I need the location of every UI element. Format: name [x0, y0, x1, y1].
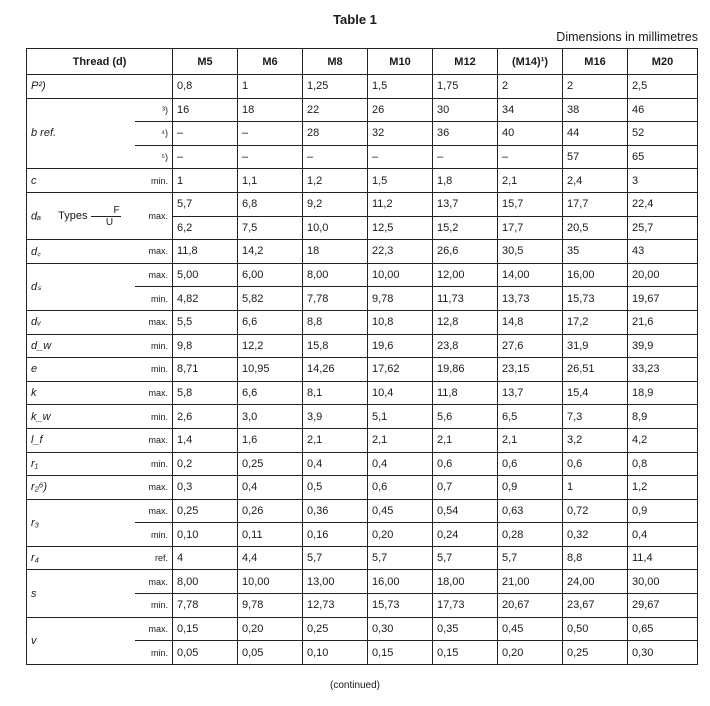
value-cell: 7,3: [563, 405, 628, 429]
value-cell: 17,7: [563, 192, 628, 216]
value-cell: 2,5: [628, 75, 698, 99]
table-row: [27, 263, 698, 287]
da-type-f: F: [113, 204, 120, 216]
row-symbol: c: [27, 169, 135, 193]
row-qualifier: [135, 75, 173, 99]
row-qualifier: ⁴): [135, 122, 173, 146]
table-row: [27, 75, 698, 99]
value-cell: 0,54: [433, 499, 498, 523]
table-row: [27, 428, 698, 452]
row-qualifier: min.: [135, 169, 173, 193]
value-cell: 38: [563, 98, 628, 122]
row-qualifier: ⁵): [135, 145, 173, 169]
table-row: [27, 334, 698, 358]
size-header: M10: [368, 49, 433, 75]
value-cell: 13,00: [303, 570, 368, 594]
value-cell: 11,8: [433, 381, 498, 405]
value-cell: 30,5: [498, 240, 563, 264]
value-cell: 26,6: [433, 240, 498, 264]
value-cell: 20,00: [628, 263, 698, 287]
value-cell: 23,15: [498, 358, 563, 382]
value-cell: –: [303, 145, 368, 169]
size-header: (M14)¹): [498, 49, 563, 75]
row-qualifier: min.: [135, 523, 173, 547]
value-cell: –: [498, 145, 563, 169]
row-symbol: dₛ: [27, 263, 135, 310]
value-cell: 4: [173, 546, 238, 570]
value-cell: 0,32: [563, 523, 628, 547]
value-cell: 0,28: [498, 523, 563, 547]
value-cell: 0,3: [173, 476, 238, 500]
value-cell: 8,8: [563, 546, 628, 570]
value-cell: 11,2: [368, 192, 433, 216]
table-row: [27, 192, 698, 216]
value-cell: 34: [498, 98, 563, 122]
value-cell: 10,4: [368, 381, 433, 405]
value-cell: 19,86: [433, 358, 498, 382]
value-cell: 0,45: [368, 499, 433, 523]
value-cell: 5,82: [238, 287, 303, 311]
value-cell: 13,7: [498, 381, 563, 405]
value-cell: 1: [238, 75, 303, 99]
value-cell: 3,2: [563, 428, 628, 452]
table-row: [27, 405, 698, 429]
table-row: [27, 617, 698, 641]
value-cell: 9,78: [238, 594, 303, 618]
value-cell: 32: [368, 122, 433, 146]
value-cell: 8,1: [303, 381, 368, 405]
row-symbol: r₃: [27, 499, 135, 546]
value-cell: 1,5: [368, 169, 433, 193]
value-cell: 0,24: [433, 523, 498, 547]
value-cell: 0,15: [368, 641, 433, 665]
row-symbol: r₂⁶): [27, 476, 135, 500]
value-cell: 0,25: [563, 641, 628, 665]
value-cell: 10,95: [238, 358, 303, 382]
value-cell: 1: [563, 476, 628, 500]
value-cell: 4,82: [173, 287, 238, 311]
size-header: M8: [303, 49, 368, 75]
value-cell: 0,8: [173, 75, 238, 99]
value-cell: 1,2: [628, 476, 698, 500]
value-cell: 10,0: [303, 216, 368, 240]
value-cell: 12,73: [303, 594, 368, 618]
value-cell: 0,35: [433, 617, 498, 641]
header-row: [27, 49, 698, 75]
value-cell: 3: [628, 169, 698, 193]
value-cell: 9,8: [173, 334, 238, 358]
value-cell: 18: [238, 98, 303, 122]
row-qualifier: max.: [135, 428, 173, 452]
value-cell: 1,1: [238, 169, 303, 193]
table-row: [27, 98, 698, 122]
value-cell: 1,25: [303, 75, 368, 99]
value-cell: 0,25: [303, 617, 368, 641]
row-qualifier: min.: [135, 594, 173, 618]
thread-header: Thread (d): [27, 49, 173, 75]
value-cell: 15,8: [303, 334, 368, 358]
value-cell: 0,4: [303, 452, 368, 476]
da-types-label: Types: [58, 209, 88, 222]
value-cell: 14,26: [303, 358, 368, 382]
value-cell: 18: [303, 240, 368, 264]
row-symbol: e: [27, 358, 135, 382]
value-cell: 0,72: [563, 499, 628, 523]
value-cell: 10,8: [368, 310, 433, 334]
row-symbol: r₄: [27, 546, 135, 570]
value-cell: 11,8: [173, 240, 238, 264]
value-cell: 15,7: [498, 192, 563, 216]
row-qualifier: max.: [135, 381, 173, 405]
value-cell: 2,1: [303, 428, 368, 452]
row-qualifier: max.: [135, 499, 173, 523]
value-cell: 10,00: [368, 263, 433, 287]
value-cell: 5,8: [173, 381, 238, 405]
table-row: [27, 310, 698, 334]
value-cell: 26,51: [563, 358, 628, 382]
value-cell: 16,00: [368, 570, 433, 594]
row-qualifier: ³): [135, 98, 173, 122]
value-cell: 23,67: [563, 594, 628, 618]
value-cell: 5,1: [368, 405, 433, 429]
value-cell: 28: [303, 122, 368, 146]
value-cell: 0,15: [433, 641, 498, 665]
value-cell: 0,10: [303, 641, 368, 665]
value-cell: 11,73: [433, 287, 498, 311]
value-cell: 1: [173, 169, 238, 193]
value-cell: 20,67: [498, 594, 563, 618]
value-cell: 21,00: [498, 570, 563, 594]
value-cell: 1,5: [368, 75, 433, 99]
value-cell: 6,6: [238, 381, 303, 405]
value-cell: 40: [498, 122, 563, 146]
value-cell: 0,10: [173, 523, 238, 547]
units-note: Dimensions in millimetres: [556, 30, 698, 44]
value-cell: –: [173, 145, 238, 169]
value-cell: 5,7: [303, 546, 368, 570]
table-row: [27, 570, 698, 594]
value-cell: 0,30: [628, 641, 698, 665]
value-cell: 27,6: [498, 334, 563, 358]
value-cell: 14,8: [498, 310, 563, 334]
row-qualifier: min.: [135, 334, 173, 358]
value-cell: 23,8: [433, 334, 498, 358]
value-cell: 17,73: [433, 594, 498, 618]
value-cell: 46: [628, 98, 698, 122]
row-symbol-da: [27, 192, 135, 239]
value-cell: 0,4: [628, 523, 698, 547]
value-cell: 1,4: [173, 428, 238, 452]
value-cell: 35: [563, 240, 628, 264]
value-cell: 2,1: [368, 428, 433, 452]
value-cell: 11,4: [628, 546, 698, 570]
value-cell: 0,25: [173, 499, 238, 523]
value-cell: 0,9: [628, 499, 698, 523]
value-cell: 15,73: [563, 287, 628, 311]
value-cell: 0,4: [238, 476, 303, 500]
value-cell: 0,16: [303, 523, 368, 547]
row-qualifier: min.: [135, 405, 173, 429]
value-cell: 30: [433, 98, 498, 122]
row-symbol: b ref.: [27, 98, 135, 169]
value-cell: 36: [433, 122, 498, 146]
value-cell: –: [238, 145, 303, 169]
size-header: M6: [238, 49, 303, 75]
value-cell: 12,8: [433, 310, 498, 334]
table-row: [27, 240, 698, 264]
value-cell: 6,00: [238, 263, 303, 287]
value-cell: 7,5: [238, 216, 303, 240]
row-symbol: k: [27, 381, 135, 405]
value-cell: –: [173, 122, 238, 146]
value-cell: 0,15: [173, 617, 238, 641]
value-cell: 2,4: [563, 169, 628, 193]
value-cell: 8,71: [173, 358, 238, 382]
value-cell: 0,6: [563, 452, 628, 476]
row-symbol: v: [27, 617, 135, 664]
value-cell: 6,5: [498, 405, 563, 429]
value-cell: 44: [563, 122, 628, 146]
value-cell: 0,9: [498, 476, 563, 500]
value-cell: 4,4: [238, 546, 303, 570]
value-cell: 0,05: [173, 641, 238, 665]
value-cell: 1,6: [238, 428, 303, 452]
value-cell: –: [238, 122, 303, 146]
value-cell: 0,50: [563, 617, 628, 641]
size-header: M20: [628, 49, 698, 75]
value-cell: 7,78: [303, 287, 368, 311]
value-cell: 8,00: [303, 263, 368, 287]
value-cell: 16: [173, 98, 238, 122]
value-cell: 0,26: [238, 499, 303, 523]
value-cell: 0,30: [368, 617, 433, 641]
row-qualifier: ref.: [135, 546, 173, 570]
table-row: [27, 358, 698, 382]
value-cell: 0,8: [628, 452, 698, 476]
row-symbol: d꜀: [27, 240, 135, 264]
size-header: M12: [433, 49, 498, 75]
value-cell: 17,2: [563, 310, 628, 334]
value-cell: 13,7: [433, 192, 498, 216]
value-cell: 0,20: [368, 523, 433, 547]
value-cell: 1,75: [433, 75, 498, 99]
value-cell: 0,2: [173, 452, 238, 476]
value-cell: 12,2: [238, 334, 303, 358]
value-cell: 2: [498, 75, 563, 99]
value-cell: 9,2: [303, 192, 368, 216]
row-qualifier: min.: [135, 452, 173, 476]
value-cell: 10,00: [238, 570, 303, 594]
row-qualifier: max.: [135, 192, 173, 239]
value-cell: 13,73: [498, 287, 563, 311]
value-cell: 0,5: [303, 476, 368, 500]
value-cell: 0,05: [238, 641, 303, 665]
row-qualifier: max.: [135, 310, 173, 334]
value-cell: 6,8: [238, 192, 303, 216]
row-qualifier: max.: [135, 617, 173, 641]
value-cell: 14,00: [498, 263, 563, 287]
value-cell: 12,5: [368, 216, 433, 240]
value-cell: 8,8: [303, 310, 368, 334]
row-symbol: d_w: [27, 334, 135, 358]
row-qualifier: max.: [135, 570, 173, 594]
row-qualifier: min.: [135, 358, 173, 382]
row-symbol: dᵥ: [27, 310, 135, 334]
value-cell: 19,6: [368, 334, 433, 358]
value-cell: 15,2: [433, 216, 498, 240]
value-cell: 39,9: [628, 334, 698, 358]
value-cell: 5,7: [433, 546, 498, 570]
size-header: M16: [563, 49, 628, 75]
value-cell: 9,78: [368, 287, 433, 311]
value-cell: 25,7: [628, 216, 698, 240]
value-cell: 18,9: [628, 381, 698, 405]
value-cell: –: [368, 145, 433, 169]
value-cell: 6,6: [238, 310, 303, 334]
value-cell: 0,25: [238, 452, 303, 476]
value-cell: 1,8: [433, 169, 498, 193]
value-cell: 18,00: [433, 570, 498, 594]
value-cell: 20,5: [563, 216, 628, 240]
value-cell: 5,6: [433, 405, 498, 429]
value-cell: 0,6: [368, 476, 433, 500]
row-symbol: r₁: [27, 452, 135, 476]
table-row: [27, 381, 698, 405]
value-cell: 14,2: [238, 240, 303, 264]
value-cell: 0,45: [498, 617, 563, 641]
value-cell: 3,0: [238, 405, 303, 429]
value-cell: 29,67: [628, 594, 698, 618]
value-cell: 65: [628, 145, 698, 169]
value-cell: –: [433, 145, 498, 169]
row-qualifier: max.: [135, 476, 173, 500]
value-cell: 0,4: [368, 452, 433, 476]
value-cell: 5,7: [173, 192, 238, 216]
value-cell: 15,4: [563, 381, 628, 405]
value-cell: 12,00: [433, 263, 498, 287]
da-type-fraction: [91, 205, 121, 228]
table-row: [27, 546, 698, 570]
size-header: M5: [173, 49, 238, 75]
value-cell: 15,73: [368, 594, 433, 618]
row-qualifier: max.: [135, 240, 173, 264]
value-cell: 0,20: [498, 641, 563, 665]
table-row: [27, 452, 698, 476]
value-cell: 0,6: [498, 452, 563, 476]
row-qualifier: min.: [135, 641, 173, 665]
value-cell: 3,9: [303, 405, 368, 429]
value-cell: 7,78: [173, 594, 238, 618]
value-cell: 2,1: [498, 169, 563, 193]
value-cell: 0,11: [238, 523, 303, 547]
value-cell: 8,9: [628, 405, 698, 429]
row-symbol: k_w: [27, 405, 135, 429]
value-cell: 33,23: [628, 358, 698, 382]
value-cell: 57: [563, 145, 628, 169]
value-cell: 24,00: [563, 570, 628, 594]
value-cell: 26: [368, 98, 433, 122]
value-cell: 5,5: [173, 310, 238, 334]
value-cell: 2: [563, 75, 628, 99]
row-symbol: l_f: [27, 428, 135, 452]
table-row: [27, 499, 698, 523]
value-cell: 5,7: [498, 546, 563, 570]
value-cell: 22,4: [628, 192, 698, 216]
value-cell: 0,7: [433, 476, 498, 500]
value-cell: 0,20: [238, 617, 303, 641]
da-symbol: dₐ: [31, 209, 42, 222]
value-cell: 0,6: [433, 452, 498, 476]
value-cell: 43: [628, 240, 698, 264]
value-cell: 2,1: [498, 428, 563, 452]
value-cell: 2,6: [173, 405, 238, 429]
value-cell: 0,36: [303, 499, 368, 523]
value-cell: 21,6: [628, 310, 698, 334]
value-cell: 31,9: [563, 334, 628, 358]
table-row: [27, 476, 698, 500]
value-cell: 8,00: [173, 570, 238, 594]
value-cell: 1,2: [303, 169, 368, 193]
value-cell: 0,65: [628, 617, 698, 641]
value-cell: 17,7: [498, 216, 563, 240]
value-cell: 52: [628, 122, 698, 146]
table-row: [27, 169, 698, 193]
value-cell: 19,67: [628, 287, 698, 311]
value-cell: 16,00: [563, 263, 628, 287]
value-cell: 4,2: [628, 428, 698, 452]
row-symbol: P²): [27, 75, 135, 99]
value-cell: 22: [303, 98, 368, 122]
da-type-u: U: [91, 216, 121, 228]
dimensions-table: [26, 48, 698, 665]
value-cell: 5,7: [368, 546, 433, 570]
row-qualifier: max.: [135, 263, 173, 287]
row-qualifier: min.: [135, 287, 173, 311]
value-cell: 2,1: [433, 428, 498, 452]
value-cell: 5,00: [173, 263, 238, 287]
value-cell: 17,62: [368, 358, 433, 382]
value-cell: 6,2: [173, 216, 238, 240]
value-cell: 0,63: [498, 499, 563, 523]
table-title: Table 1: [333, 12, 377, 27]
continued-note: (continued): [329, 680, 381, 691]
value-cell: 30,00: [628, 570, 698, 594]
value-cell: 22,3: [368, 240, 433, 264]
row-symbol: s: [27, 570, 135, 617]
